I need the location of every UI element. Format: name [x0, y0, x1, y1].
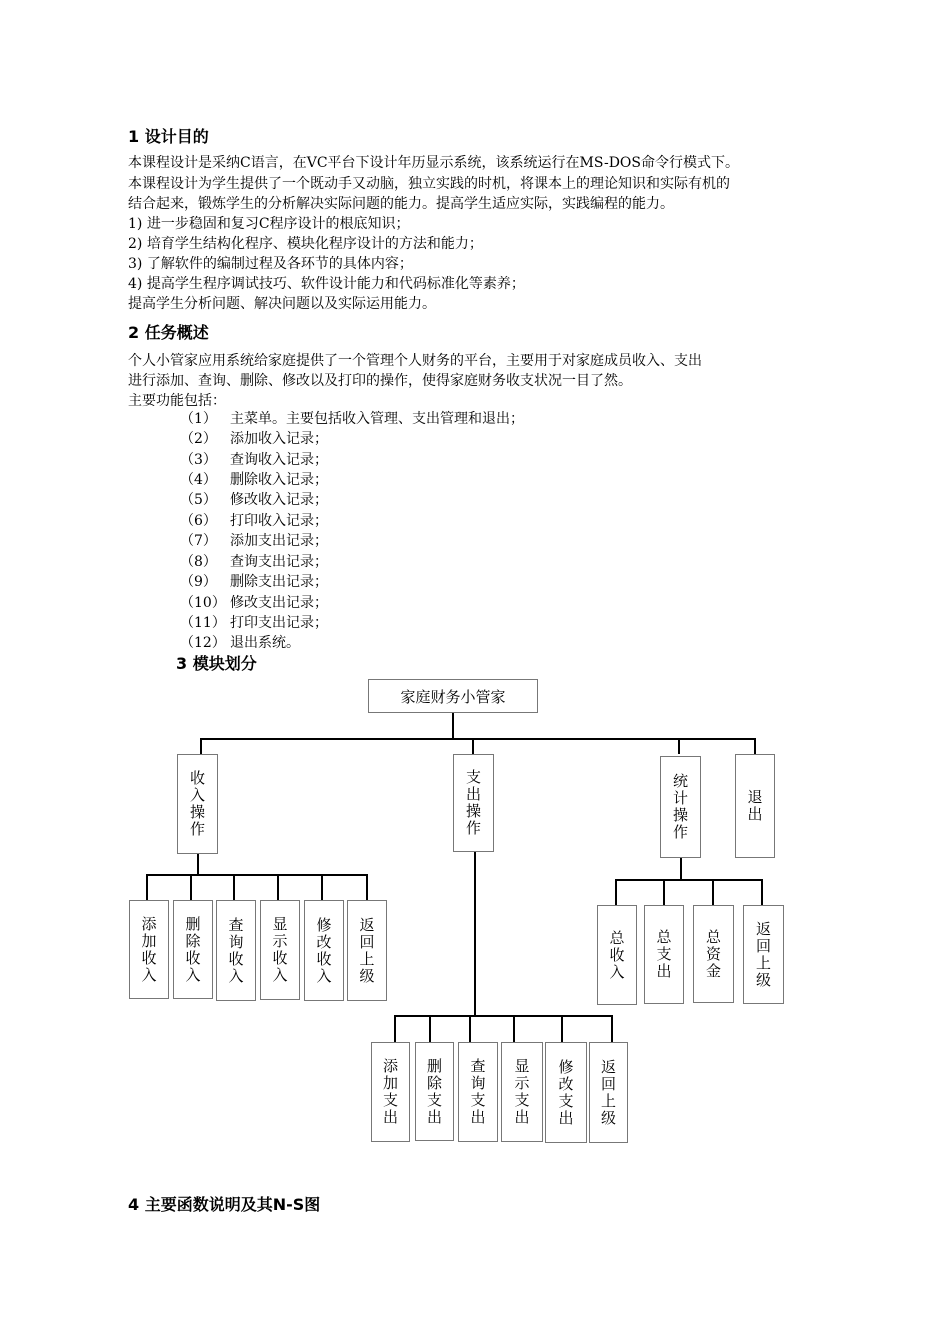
node-label: 返回上级	[357, 916, 376, 985]
function-list-item: （12） 退出系统。	[180, 635, 300, 651]
connector-line	[474, 852, 476, 1016]
connector-line	[394, 1015, 613, 1017]
connector-line	[394, 1015, 396, 1042]
connector-line	[366, 874, 368, 900]
diagram-node-stats-child	[693, 905, 734, 1003]
diagram-node-expense-child	[589, 1042, 628, 1143]
diagram-node-stats	[660, 756, 701, 858]
node-label: 修改支出	[556, 1058, 575, 1127]
node-label: 显示收入	[270, 916, 289, 984]
diagram-node-income-child	[129, 900, 169, 999]
node-label: 查询支出	[468, 1058, 487, 1126]
diagram-node-exit	[735, 754, 775, 858]
section1-line: 本课程设计为学生提供了一个既动手又动脑，独立实践的时机，将课本上的理论知识和实际有机的	[128, 176, 730, 192]
connector-line	[197, 854, 199, 875]
connector-line	[146, 874, 368, 876]
connector-line	[469, 1015, 471, 1042]
connector-line	[200, 738, 202, 754]
section2-line: 进行添加、查询、删除、修改以及打印的操作，使得家庭财务收支状况一目了然。	[128, 373, 632, 389]
function-list-item: （2） 添加收入记录；	[180, 431, 328, 447]
diagram-node-income	[177, 754, 218, 854]
diagram-node-expense-child	[545, 1042, 587, 1143]
connector-line	[615, 879, 617, 905]
diagram-node-expense-child	[415, 1042, 454, 1141]
node-label: 统计操作	[671, 773, 689, 841]
section4-heading: 4 主要函数说明及其N-S图	[128, 1195, 321, 1214]
function-list-item: （7） 添加支出记录；	[180, 533, 328, 549]
diagram-node-stats-child	[597, 905, 637, 1005]
section1-line: 提高学生分析问题、解决问题以及实际运用能力。	[128, 296, 436, 312]
function-list-item: （4） 删除收入记录；	[180, 472, 328, 488]
function-list-item: （3） 查询收入记录；	[180, 452, 328, 468]
function-list-item: （9） 删除支出记录；	[180, 574, 328, 590]
section1-list-item: 4) 提高学生程序调试技巧、软件设计能力和代码标准化等素养；	[128, 276, 525, 292]
diagram-node-income-child	[260, 900, 300, 1000]
connector-line	[321, 874, 323, 900]
node-label: 返回上级	[599, 1058, 617, 1127]
connector-line	[663, 879, 665, 905]
section1-list-item: 2) 培育学生结构化程序、模块化程序设计的方法和能力；	[128, 236, 483, 252]
connector-line	[429, 1015, 431, 1042]
connector-line	[277, 874, 279, 900]
connector-line	[761, 879, 763, 905]
connector-line	[712, 879, 714, 905]
section2-heading: 2 任务概述	[128, 323, 209, 342]
section2-line: 个人小管家应用系统给家庭提供了一个管理个人财务的平台，主要用于对家庭成员收入、支出	[128, 353, 702, 369]
connector-line	[561, 1015, 563, 1042]
section3-heading: 3 模块划分	[176, 654, 257, 673]
connector-line	[200, 738, 756, 740]
section2-line: 主要功能包括：	[128, 393, 226, 409]
node-label: 退出	[745, 789, 764, 823]
node-label: 显示支出	[512, 1058, 531, 1126]
node-label: 总支出	[654, 929, 673, 980]
function-list-item: （10） 修改支出记录；	[180, 595, 328, 611]
diagram-node-expense-child	[371, 1042, 410, 1142]
connector-line	[513, 1015, 515, 1042]
diagram-node-income-child	[347, 900, 387, 1001]
diagram-node-stats-child	[743, 905, 784, 1004]
connector-line	[452, 713, 454, 739]
connector-line	[754, 738, 756, 754]
node-label: 查询收入	[226, 916, 245, 985]
diagram-root-node: 家庭财务小管家	[368, 679, 538, 713]
section1-line: 本课程设计是采纳C语言，在VC平台下设计年历显示系统，该系统运行在MS-DOS命令行模式下。	[128, 155, 739, 171]
node-label: 删除收入	[183, 915, 202, 984]
connector-line	[615, 879, 763, 881]
connector-line	[472, 738, 474, 754]
function-list-item: （5） 修改收入记录；	[180, 492, 328, 508]
connector-line	[680, 858, 682, 880]
node-label: 总收入	[607, 929, 626, 981]
connector-line	[146, 874, 148, 900]
function-list-item: （8） 查询支出记录；	[180, 554, 328, 570]
function-list-item: （11） 打印支出记录；	[180, 615, 328, 631]
section1-list-item: 3) 了解软件的编制过程及各环节的具体内容；	[128, 256, 413, 272]
diagram-node-stats-child	[644, 905, 684, 1004]
section1-line: 结合起来，锻炼学生的分析解决实际问题的能力。提高学生适应实际，实践编程的能力。	[128, 196, 674, 212]
node-label: 添加收入	[139, 915, 158, 984]
connector-line	[611, 1015, 613, 1042]
function-list-item: （6） 打印收入记录；	[180, 513, 328, 529]
diagram-node-expense	[453, 754, 494, 852]
connector-line	[678, 738, 680, 754]
diagram-node-income-child	[173, 900, 213, 999]
node-label: 支出操作	[464, 769, 482, 837]
diagram-node-income-child	[304, 900, 344, 1001]
node-label: 删除支出	[425, 1057, 443, 1126]
diagram-node-expense-child	[501, 1042, 543, 1142]
connector-line	[233, 874, 235, 900]
diagram-node-expense-child	[458, 1042, 498, 1142]
node-label: 返回上级	[754, 920, 772, 989]
section1-heading: 1 设计目的	[128, 127, 209, 146]
node-label: 添加支出	[381, 1058, 399, 1126]
connector-line	[190, 874, 192, 900]
node-label: 修改收入	[314, 916, 333, 985]
function-list-item: （1） 主菜单。主要包括收入管理、支出管理和退出；	[180, 411, 524, 427]
section1-list-item: 1) 进一步稳固和复习C程序设计的根底知识；	[128, 216, 410, 232]
diagram-node-income-child	[216, 900, 256, 1001]
node-label: 收入操作	[188, 770, 206, 838]
node-label: 总资金	[704, 928, 722, 980]
